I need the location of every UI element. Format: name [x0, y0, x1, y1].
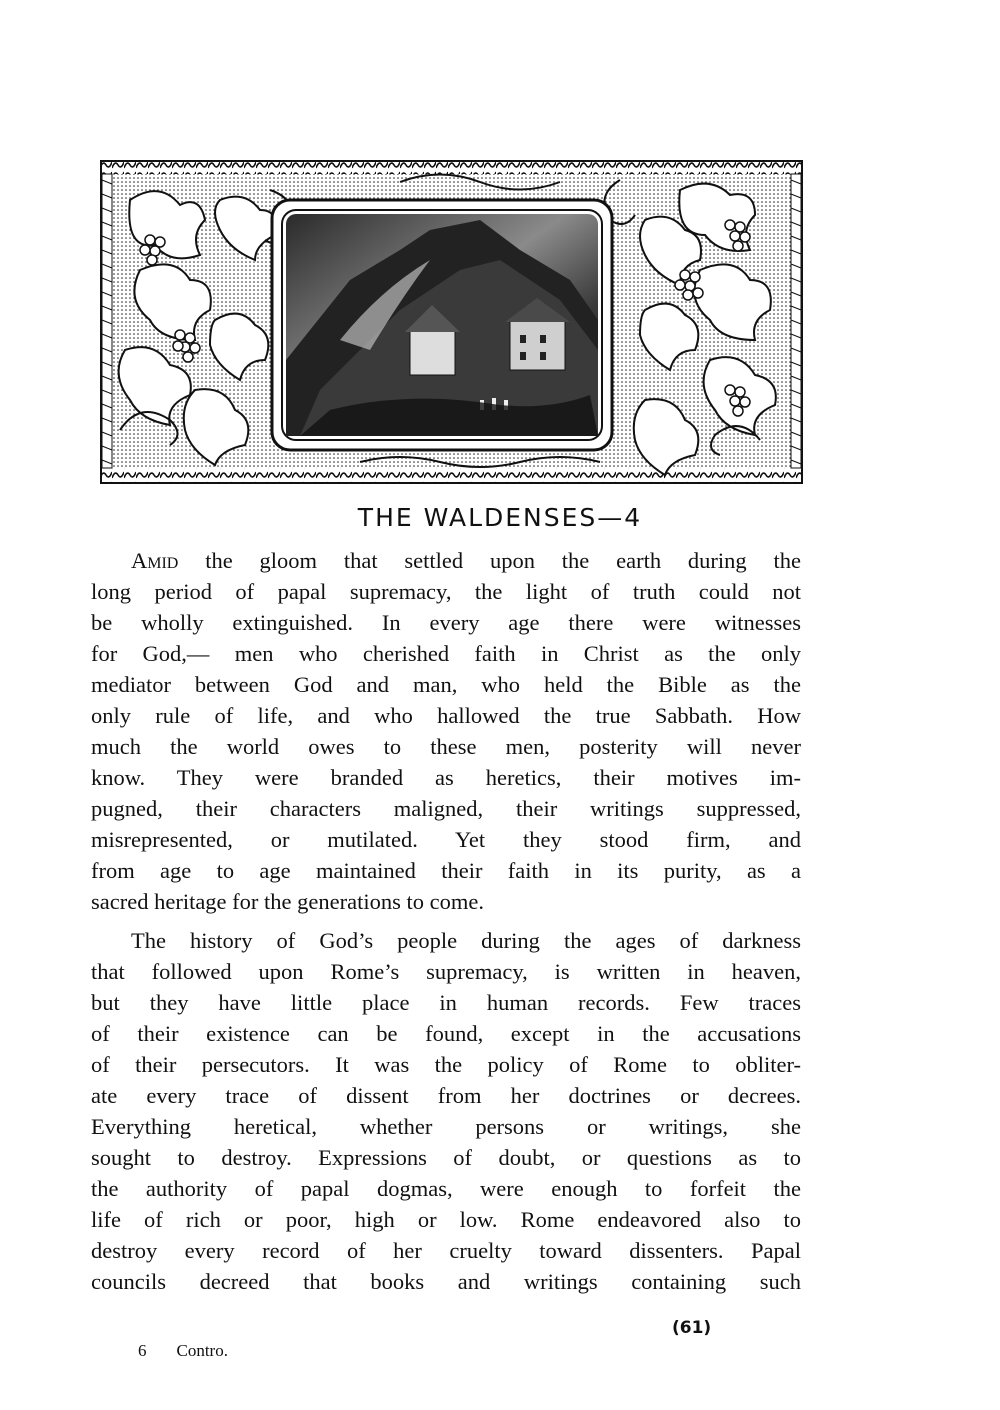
- chapter-title: THE WALDENSES—4: [357, 503, 643, 532]
- text-line: for God,— men who cherished faith in Christ as the only: [91, 641, 801, 666]
- text-line: ate every trace of dissent from her doctrines or decrees.: [91, 1083, 801, 1108]
- signature-number: 6: [138, 1341, 147, 1360]
- text-line: that followed upon Rome’s supremacy, is written in heaven,: [91, 959, 801, 984]
- text-line: know. They were branded as heretics, their motives im-: [91, 765, 801, 790]
- text-line: misrepresented, or mutilated. Yet they stood firm, and: [91, 827, 801, 852]
- text-line: pugned, their characters maligned, their writings suppressed,: [91, 796, 801, 821]
- text-line: mediator between God and man, who held the Bible as the: [91, 672, 801, 697]
- text-line: only rule of life, and who hallowed the true Sabbath. How: [91, 703, 801, 728]
- text-line: Amid the gloom that settled upon the earth during the: [91, 545, 801, 576]
- printer-signature: [138, 1341, 258, 1361]
- text-line: but they have little place in human records. Few traces: [91, 990, 801, 1015]
- text-line: of their persecutors. It was the policy of Rome to obliter-: [91, 1052, 801, 1077]
- text-line: much the world owes to these men, posterity will never: [91, 734, 801, 759]
- text-line: the authority of papal dogmas, were enough to forfeit the: [91, 1176, 801, 1201]
- paragraph-1: [91, 545, 801, 917]
- text-line: Everything heretical, whether persons or writings, she: [91, 1114, 801, 1139]
- text-line: councils decreed that books and writings containing such: [91, 1269, 801, 1294]
- text-line: long period of papal supremacy, the light of truth could not: [91, 579, 801, 604]
- page-number: (61): [672, 1318, 712, 1338]
- text-line: sought to destroy. Expressions of doubt, or questions as to: [91, 1145, 801, 1170]
- paragraph-2: [91, 925, 801, 1297]
- text-line: destroy every record of her cruelty toward dissenters. Papal: [91, 1238, 801, 1263]
- text-line: from age to age maintained their faith in its purity, as a: [91, 858, 801, 883]
- text-line: sacred heritage for the generations to come.: [91, 889, 484, 914]
- dropcap-word: Amid: [131, 548, 179, 573]
- text-line: be wholly extinguished. In every age there were witnesses: [91, 610, 801, 635]
- text-line: of their existence can be found, except in the accusations: [91, 1021, 801, 1046]
- signature-label: Contro.: [176, 1341, 228, 1360]
- text-line: life of rich or poor, high or low. Rome endeavored also to: [91, 1207, 801, 1232]
- header-illustration: [100, 160, 803, 484]
- text-line: The history of God’s people during the ages of darkness: [131, 928, 801, 953]
